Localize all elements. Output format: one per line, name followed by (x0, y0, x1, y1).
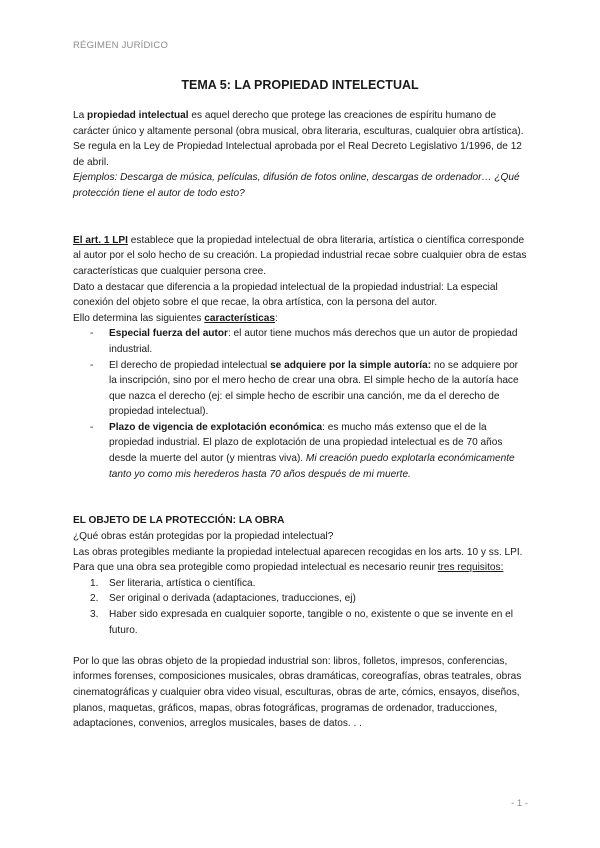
list-item (73, 420, 528, 482)
list-item (73, 326, 528, 357)
art1-paragraph (73, 233, 528, 280)
closing-paragraph: Por lo que las obras objeto de la propiedad industrial son: libros, folletos, impresos, conferencias, informes forenses, composiciones musicales, obras dramáticas, coreografías, obras teatrales, obras cinematográficas y cualquier obra video visual, esculturas, obras de arte, cómics, ensayos, diseños, planos, maquetas, gráficos, mapas, obras fotográficas, programas de ordenador, traducciones, adaptaciones, convenios, arreglos musicales, bases de datos. . . (73, 655, 522, 730)
list-number: 2. (90, 593, 99, 605)
requirements-list (73, 576, 528, 638)
intro-paragraph (73, 108, 528, 170)
requirements-term: tres requisitos: (437, 562, 504, 574)
characteristic-title: Plazo de vigencia de explotación económica (109, 421, 323, 433)
characteristic-title: Especial fuerza del autor (109, 328, 228, 340)
document-body (73, 108, 528, 732)
requirement-text: Ser original o derivada (adaptaciones, traducciones, ej) (109, 593, 356, 605)
determines-colon: : (275, 312, 278, 324)
characteristic-lead: El derecho de propiedad intelectual (109, 359, 271, 371)
difference-paragraph: Dato a destacar que diferencia a la propiedad intelectual de la propiedad industrial: La especial conexión del objeto sobre el que recae, la obra artística, con la persona del autor. (73, 281, 498, 309)
intro-term: propiedad intelectual (87, 110, 189, 121)
requirements-lead: Para que una obra sea protegible como propiedad intelectual es necesario reunir (73, 562, 438, 574)
examples-note: Ejemplos: Descarga de música, películas, difusión de fotos online, descargas de ordenador… ¿Qué protección tiene el autor de todo esto? (73, 172, 520, 199)
art1-text: establece que la propiedad intelectual de obra literaria, artística o científica corresponde al autor por el solo hecho de su creación. La propiedad industrial recae sobre cualquier obra de estas características que cualquier persona cree. (73, 234, 527, 277)
page-title: TEMA 5: LA PROPIEDAD INTELECTUAL (181, 78, 419, 92)
characteristics-list (73, 326, 528, 482)
section-heading: EL OBJETO DE LA PROTECCIÓN: LA OBRA (73, 515, 285, 527)
section-answer: Las obras protegibles mediante la propiedad intelectual aparecen recogidas en los arts. 10 y ss. LPI. (73, 546, 523, 558)
section-question: ¿Qué obras están protegidas por la propiedad intelectual? (73, 531, 334, 543)
determines-line (73, 311, 528, 327)
determines-lead: Ello determina las siguientes (73, 312, 205, 324)
characteristic-text: no se adquiere por la inscripción, sino por el mero hecho de crear una obra. El simple hecho de la autoría hace que nazca el derecho (ej: el simple hecho de escribir una canción, me da el derecho de propiedad intelectual). (109, 359, 519, 418)
requirement-text: Ser literaria, artística o científica. (109, 577, 256, 589)
characteristic-example: Mi creación puedo explotarla económicamente tanto yo como mis herederos hasta 70 años después de mi muerte. (109, 453, 515, 480)
list-item (73, 607, 528, 638)
requirement-text: Haber sido expresada en cualquier soporte, tangible o no, existente o que se invente en el futuro. (109, 609, 514, 636)
running-header: RÉGIMEN JURÍDICO (73, 40, 169, 51)
characteristic-text: : es mucho más extenso que el de la propiedad industrial. El plazo de explotación de una propiedad intelectual es de 70 años desde la muerte del autor (y mientras viva). (109, 421, 503, 465)
list-item (73, 591, 528, 607)
list-item (73, 358, 528, 420)
list-number: 1. (90, 577, 99, 589)
list-item (73, 576, 528, 592)
intro-definition: es aquel derecho que protege las creaciones de espíritu humano de carácter único y altamente personal (obra musical, obra literaria, esculturas, cualquier obra artística). Se regula en la Ley de Propiedad Intelectual aprobada por el Real Decreto Legislativo 1/1996, de 12 de abril. (73, 110, 524, 168)
intro-lead: La (73, 110, 88, 121)
list-number: 3. (90, 609, 99, 620)
art1-reference: El art. 1 LPI (73, 234, 128, 246)
requirements-intro (73, 560, 528, 576)
characteristic-text: : el autor tiene muchos más derechos que un autor de propiedad industrial. (109, 328, 518, 355)
page-number: - 1 - (511, 798, 528, 809)
characteristic-title: se adquiere por la simple autoría: (270, 359, 432, 371)
characteristics-term: características (204, 312, 276, 324)
